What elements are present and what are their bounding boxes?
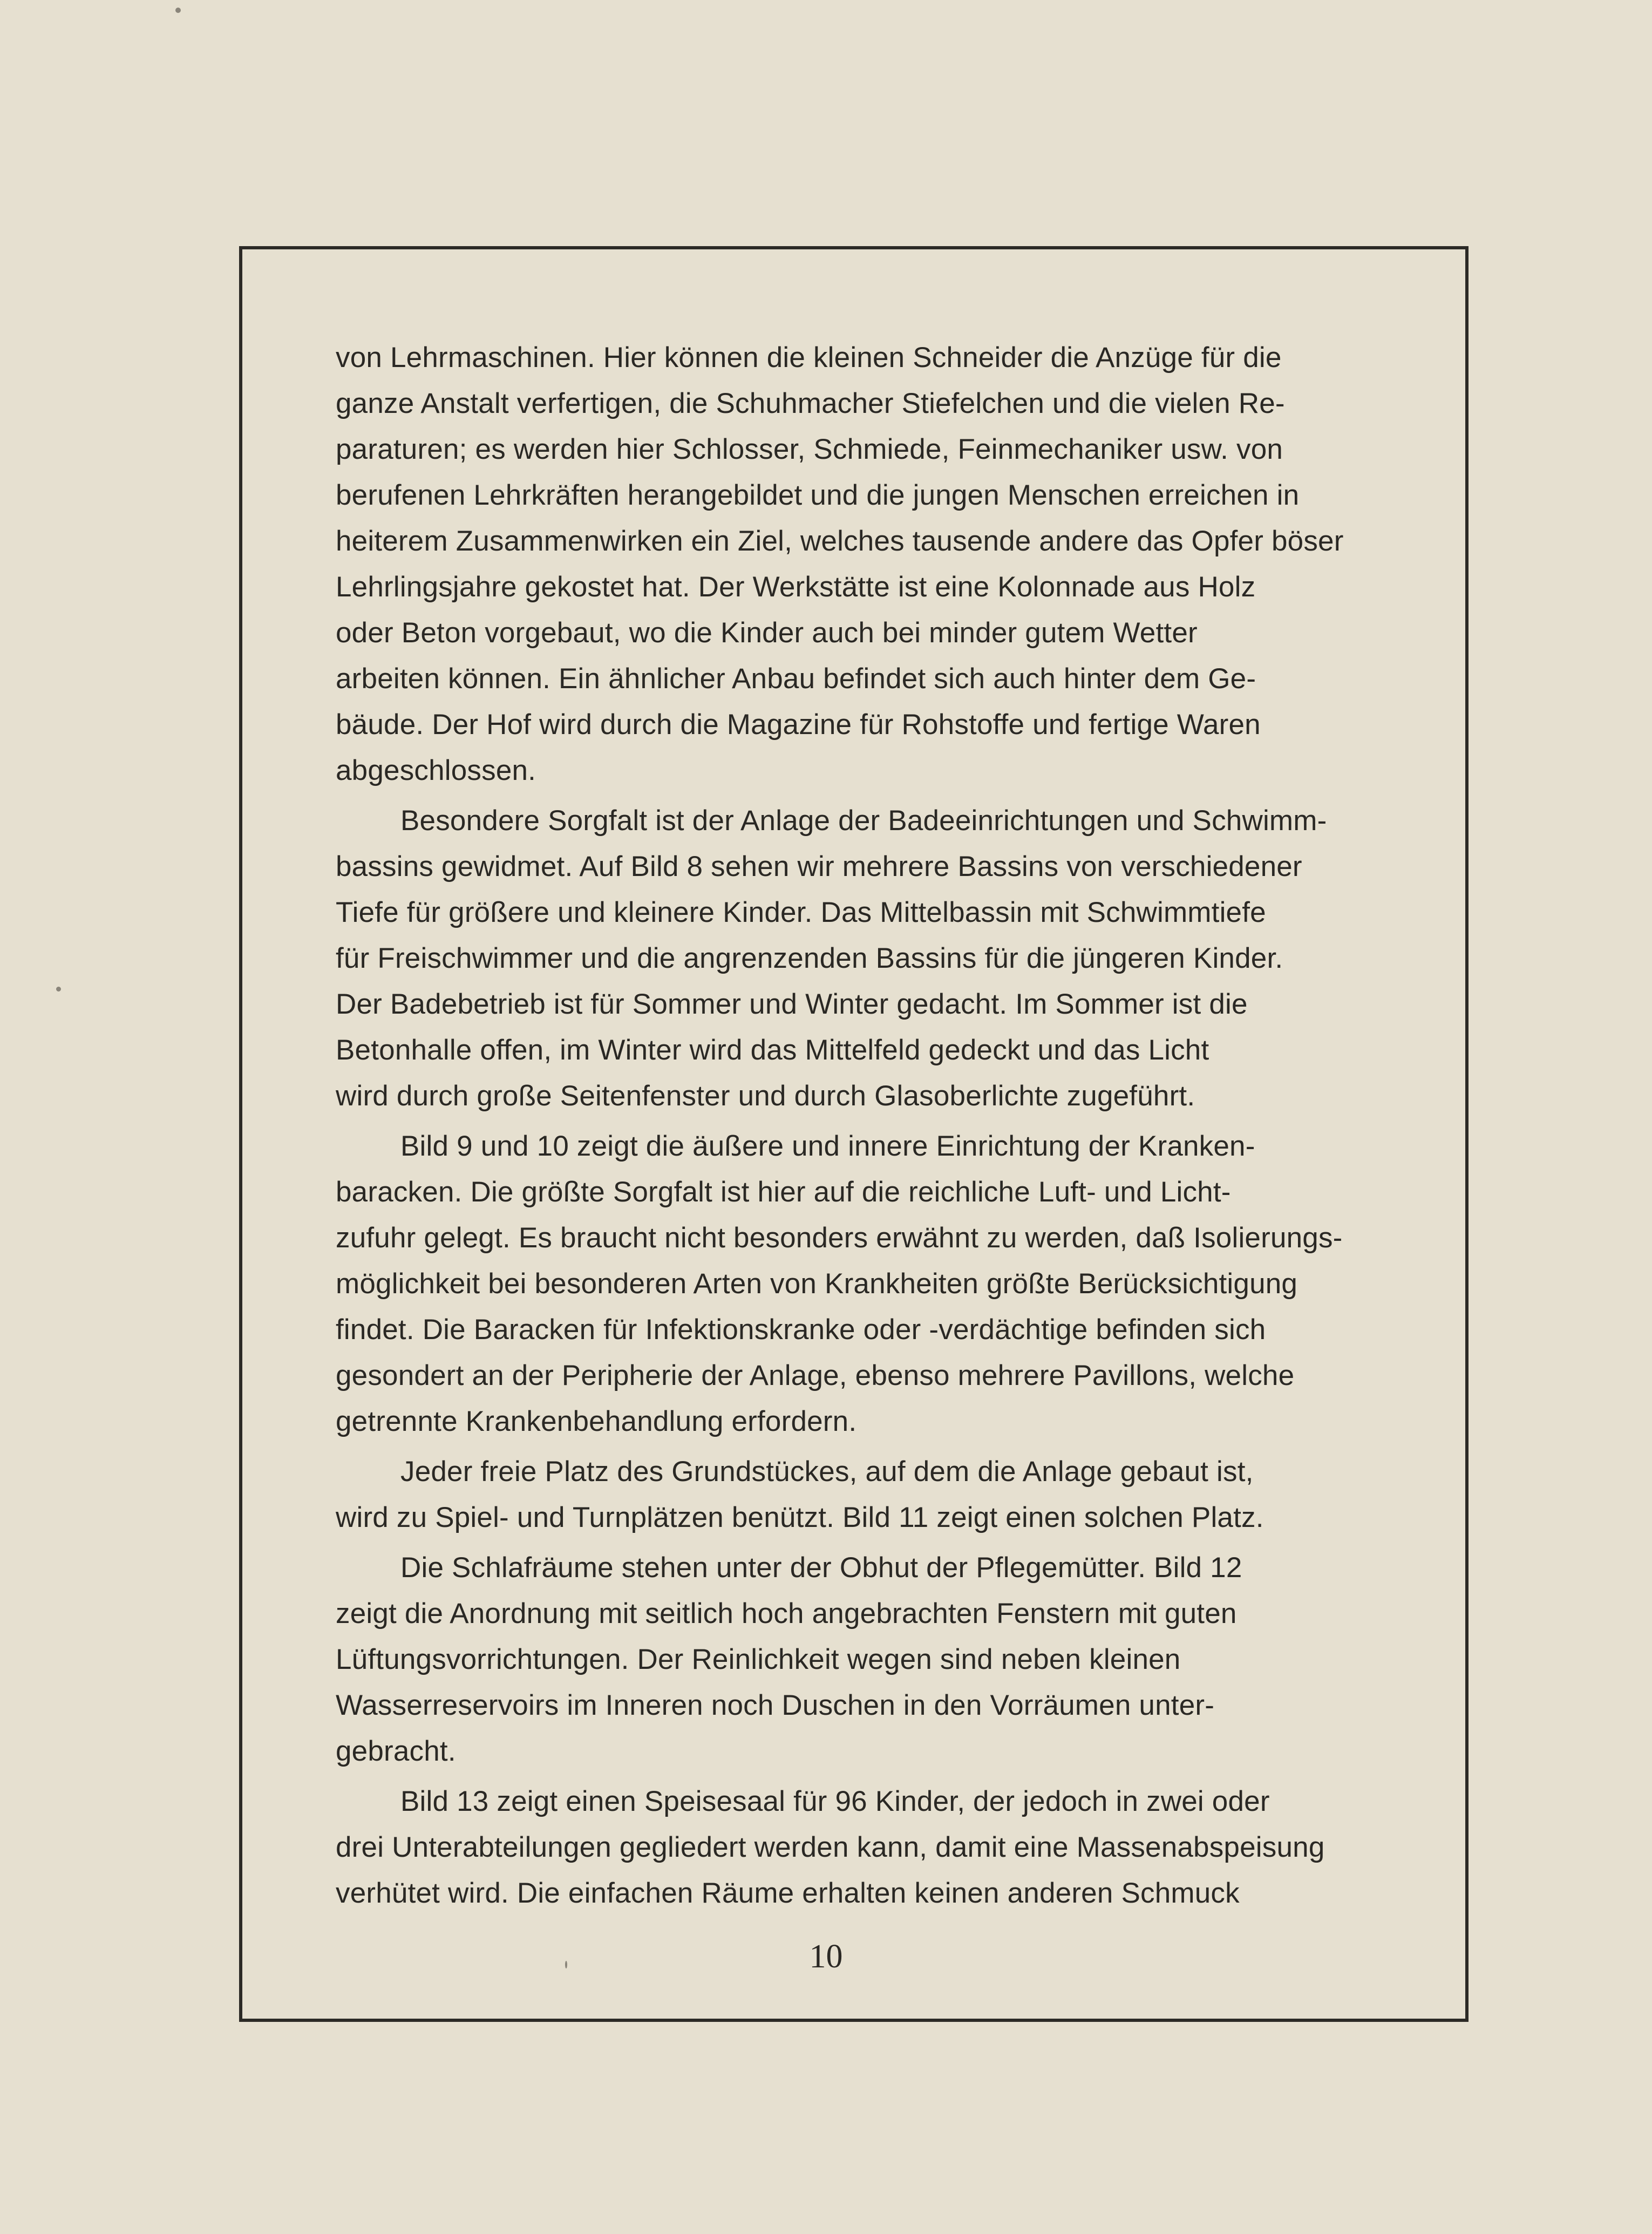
page-body	[336, 335, 1375, 1920]
paper-speck	[175, 8, 181, 13]
paragraph-sick-barracks: Bild 9 und 10 zeigt die äußere und innere Einrichtung der Kranken- baracken. Die größte Sorgfalt ist hier auf die reichliche Luft- und Licht- zufuhr gelegt. Es braucht nicht besonders erwähnt zu werden, daß Isolierungs- möglichkeit bei besonderen Arten von Krankheiten größte Berücksichtigung findet. Die Baracken für Infektionskranke oder -verdächtige befinden sich gesondert an der Peripherie der Anlage, ebenso mehrere Pavillons, welche getrennte Krankenbehandlung erfordern.	[336, 1130, 1343, 1437]
paragraph-dormitories: Die Schlafräume stehen unter der Obhut der Pflegemütter. Bild 12 zeigt die Anordnung mit seitlich hoch angebrachten Fenstern mit guten Lüftungsvorrichtungen. Der Reinlichkeit wegen sind neben kleinen Wasserreservoirs im Inneren noch Duschen in den Vorräumen unter- gebracht.	[336, 1552, 1242, 1767]
paragraph-baths: Besondere Sorgfalt ist der Anlage der Badeeinrichtungen und Schwimm- bassins gewidmet. Auf Bild 8 sehen wir mehrere Bassins von verschiedener Tiefe für größere und kleinere Kinder. Das Mittelbassin mit Schwimmtiefe für Freischwimmer und die angrenzenden Bassins für die jüngeren Kinder. Der Badebetrieb ist für Sommer und Winter gedacht. Im Sommer ist die Betonhalle offen, im Winter wird das Mittelfeld gedeckt und das Licht wird durch große Seitenfenster und durch Glasoberlichte zugeführt.	[336, 805, 1327, 1112]
paragraph-dining-hall: Bild 13 zeigt einen Speisesaal für 96 Kinder, der jedoch in zwei oder drei Unterabteilungen gegliedert werden kann, damit eine Massenabspeisung verhütet wird. Die einfachen Räume erhalten keinen anderen Schmuck	[336, 1785, 1325, 1909]
paper-speck	[56, 987, 61, 992]
paragraph-workshops: von Lehrmaschinen. Hier können die kleinen Schneider die Anzüge für die ganze Anstalt verfertigen, die Schuhmacher Stiefelchen und die vielen Re- paraturen; es werden hier Schlosser, Schmiede, Feinmechaniker usw. von berufenen Lehrkräften herangebildet und die jungen Menschen erreichen in heiterem Zusammenwirken ein Ziel, welches tausende andere das Opfer böser Lehrlingsjahre gekostet hat. Der Werkstätte ist eine Kolonnade aus Holz oder Beton vorgebaut, wo die Kinder auch bei minder gutem Wetter arbeiten können. Ein ähnlicher Anbau befindet sich auch hinter dem Ge- bäude. Der Hof wird durch die Magazine für Rohstoffe und fertige Waren abgeschlossen.	[336, 342, 1344, 786]
page-number: 10	[809, 1938, 843, 1975]
paragraph-playgrounds: Jeder freie Platz des Grundstückes, auf dem die Anlage gebaut ist, wird zu Spiel- und Turnplätzen benützt. Bild 11 zeigt einen solchen Platz.	[336, 1456, 1264, 1533]
